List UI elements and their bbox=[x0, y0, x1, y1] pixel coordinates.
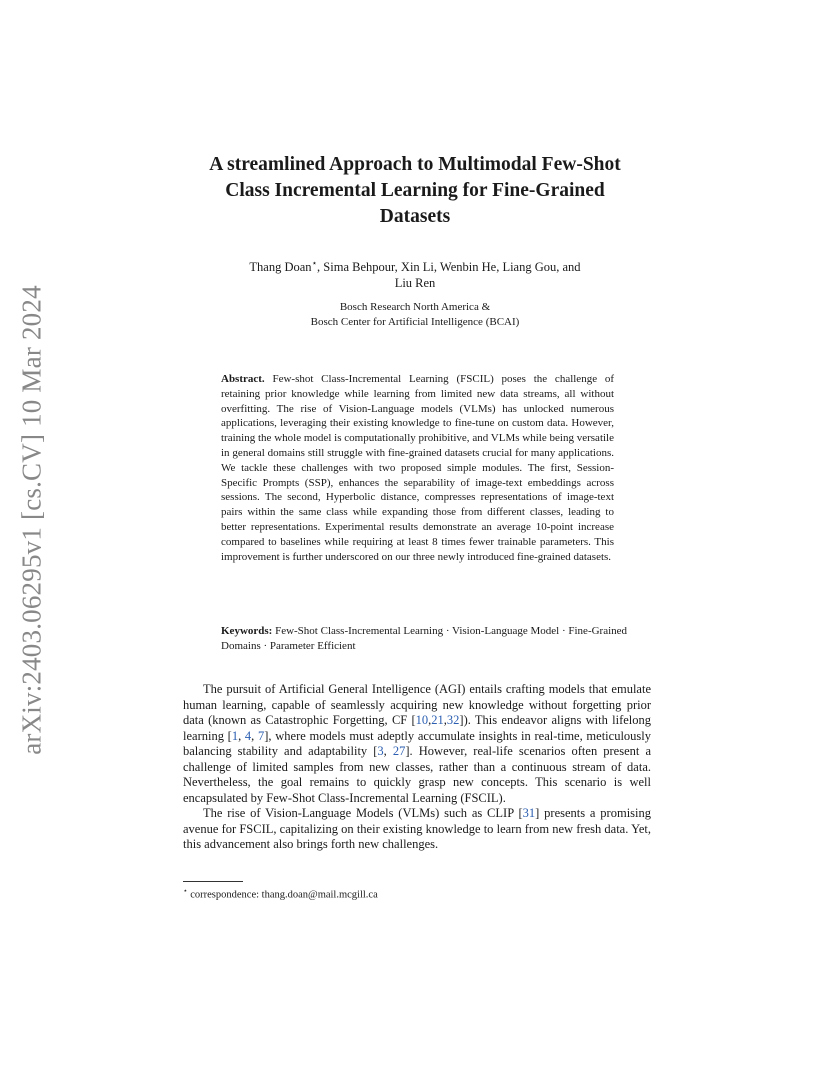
body-text-span: ] presents a promising avenue for FSCIL, capitalizing on their existing knowledge to learn from new fresh data. Yet, this advancement also brings forth new challenges. bbox=[183, 806, 651, 851]
body-paragraph-2 bbox=[183, 806, 651, 853]
title-line-3: Datasets bbox=[379, 206, 451, 227]
affiliation-line-2: Bosch Center for Artificial Intelligence (BCAI) bbox=[310, 316, 520, 328]
body-text-span: The pursuit of Artificial General Intelligence (AGI) entails crafting models that emulate human learning, capable of seamlessly acquiring new knowledge without forgetting prior data (known as Catastrophic Forgetting, CF [ bbox=[183, 682, 651, 727]
first-author: Thang Doan bbox=[249, 260, 312, 275]
citation-link[interactable]: 10 bbox=[415, 713, 429, 727]
footnote-mark: ⋆ bbox=[183, 886, 188, 895]
body-text-span: The rise of Vision-Language Models (VLMs) such as CLIP [ bbox=[203, 806, 523, 820]
introduction-body bbox=[183, 682, 651, 853]
citation-link[interactable]: 3 bbox=[377, 744, 384, 758]
citation-link[interactable]: 1 bbox=[231, 728, 239, 743]
citation-link[interactable]: 7 bbox=[258, 728, 265, 743]
keywords-label: Keywords: bbox=[221, 625, 273, 637]
body-text-span: ]). This endeavor aligns with lifelong learning [ bbox=[183, 713, 652, 743]
abstract-block bbox=[221, 372, 614, 564]
paper-title bbox=[150, 152, 680, 230]
affiliation bbox=[250, 300, 580, 330]
corresponding-author-mark: ⋆ bbox=[311, 258, 318, 268]
author-list bbox=[200, 255, 630, 291]
arxiv-identifier: arXiv:2403.06295v1 [cs.CV] 10 Mar 2024 bbox=[16, 285, 47, 755]
title-line-2: Class Incremental Learning for Fine-Grained bbox=[225, 180, 605, 201]
body-text-span: ]. However, real-life scenarios often present a challenge of limited samples from new classes, rather than a continuous stream of data. Nevertheless, the goal remains to quickly grasp new concepts. This scenario is well encapsulated by Few-Shot Class-Incremental Learning (FSCIL). bbox=[183, 744, 651, 805]
keywords-text: Few-Shot Class-Incremental Learning · Vision-Language Model · Fine-Grained Domains · Parameter Efficient bbox=[221, 625, 628, 652]
affiliation-line-1: Bosch Research North America & bbox=[339, 301, 491, 313]
citation-link[interactable]: 27 bbox=[392, 744, 406, 758]
body-paragraph-1: The pursuit of Artificial General Intelligence (AGI) entails crafting models that emulate human learning, capable of seamlessly acquiring new knowledge without forgetting prior data (known as Catastrophic Forgetting, CF [10,21,32]). This endeavor aligns with lifelong learning [1, 4, 7], where models must adeptly accumulate insights in real-time, meticulously balancing stability and adaptability [3, 27]. However, real-life scenarios often present a challenge of limited samples from new classes, rather than a continuous stream of data. Nevertheless, the goal remains to quickly grasp new concepts. This scenario is well encapsulated by Few-Shot Class-Incremental Learning (FSCIL). bbox=[183, 682, 652, 805]
body-text-span: ], where models must adeptly accumulate insights in real-time, meticulously balancing stability and adaptability [ bbox=[183, 728, 652, 758]
footnote-text: correspondence: thang.doan@mail.mcgill.ca bbox=[190, 889, 378, 901]
citation-link[interactable]: 31 bbox=[522, 806, 536, 820]
citation-link[interactable]: 32 bbox=[446, 713, 460, 727]
keywords-block bbox=[221, 624, 633, 654]
citation-link[interactable]: 4 bbox=[244, 728, 252, 743]
arxiv-sidebar-stamp bbox=[12, 285, 52, 755]
abstract-label: Abstract. bbox=[221, 373, 265, 385]
footnote-rule bbox=[183, 881, 243, 882]
title-line-1: A streamlined Approach to Multimodal Few-Shot bbox=[209, 154, 621, 175]
last-author: Liu Ren bbox=[394, 276, 436, 291]
citation-link[interactable]: 21 bbox=[431, 713, 444, 727]
other-authors: , Sima Behpour, Xin Li, Wenbin He, Liang Gou, and bbox=[317, 260, 581, 275]
footnote bbox=[183, 884, 583, 902]
abstract-text: Few-shot Class-Incremental Learning (FSCIL) poses the challenge of retaining prior knowledge while learning from limited new data streams, all without overfitting. The rise of Vision-Language models (VLMs) has unlocked numerous applications, leveraging their existing knowledge to fine-tune on custom data. However, training the whole model is computationally prohibitive, and VLMs while being versatile in general domains still struggle with fine-grained datasets crucial for many applications. We tackle these challenges with two proposed simple modules. The first, Session-Specific Prompts (SSP), enhances the separability of image-text embeddings across sessions. The second, Hyperbolic distance, compresses representations of image-text pairs within the same class while expanding those from different classes, leading to better representations. Experimental results demonstrate an average 10-point increase compared to baselines while requiring at least 8 times fewer trainable parameters. This improvement is further underscored on our three newly introduced fine-grained datasets. bbox=[221, 373, 615, 563]
